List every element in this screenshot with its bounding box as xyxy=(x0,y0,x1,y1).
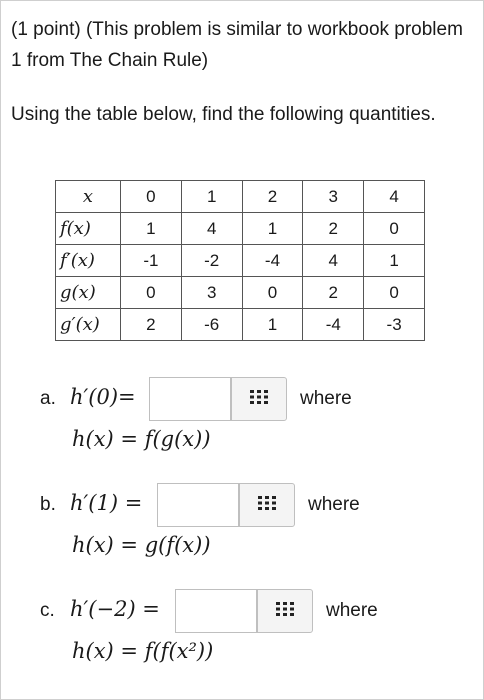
table-cell: 0 xyxy=(364,213,425,245)
table-cell: 1 xyxy=(242,309,303,341)
grid-icon xyxy=(276,602,294,621)
answer-input-a[interactable] xyxy=(149,377,231,421)
where-label: where xyxy=(300,388,352,409)
part-b-definition: h(x) = g(f(x)) xyxy=(72,533,211,557)
table-cell: 2 xyxy=(303,213,364,245)
table-header-row xyxy=(56,181,425,213)
table-cell: 2 xyxy=(303,277,364,309)
table-row xyxy=(56,213,425,245)
table-header-cell: 3 xyxy=(303,181,364,213)
problem-intro: (1 point) (This problem is similar to workbook problem 1 from The Chain Rule) xyxy=(11,19,463,71)
table-cell: 4 xyxy=(181,213,242,245)
table-cell: -4 xyxy=(303,309,364,341)
table-header-cell: x xyxy=(56,181,121,213)
table-cell: 2 xyxy=(121,309,182,341)
part-c-lhs: h′(−2) = xyxy=(70,597,160,621)
table-cell: 0 xyxy=(242,277,303,309)
table-header-cell: 1 xyxy=(181,181,242,213)
table-row-label: g(x) xyxy=(56,277,121,309)
answer-input-c[interactable] xyxy=(175,589,257,633)
table-cell: 1 xyxy=(121,213,182,245)
part-c-definition: h(x) = f(f(x²)) xyxy=(72,639,214,663)
part-a-lhs: h′(0)= xyxy=(70,385,136,409)
problem-prompt: Using the table below, find the following quantities. xyxy=(11,104,436,125)
table-row xyxy=(56,309,425,341)
table-row xyxy=(56,277,425,309)
answer-tool-button-a[interactable] xyxy=(231,377,287,421)
table-row-label: g′(x) xyxy=(56,309,121,341)
table-cell: -6 xyxy=(181,309,242,341)
part-b-lhs: h′(1) = xyxy=(70,491,143,515)
grid-icon xyxy=(258,496,276,515)
where-label: where xyxy=(326,600,378,621)
table-row-label: f(x) xyxy=(56,213,121,245)
table-cell: -4 xyxy=(242,245,303,277)
table-row-label: f′(x) xyxy=(56,245,121,277)
table-cell: 0 xyxy=(121,277,182,309)
values-table xyxy=(55,180,425,341)
answer-tool-button-b[interactable] xyxy=(239,483,295,527)
answer-input-b[interactable] xyxy=(157,483,239,527)
part-letter: b. xyxy=(40,494,56,515)
part-letter: c. xyxy=(40,600,55,621)
table-cell: 3 xyxy=(181,277,242,309)
answer-tool-button-c[interactable] xyxy=(257,589,313,633)
part-a-definition: h(x) = f(g(x)) xyxy=(72,427,211,451)
table-cell: 1 xyxy=(364,245,425,277)
table-cell: -2 xyxy=(181,245,242,277)
table-header-cell: 4 xyxy=(364,181,425,213)
table-cell: -3 xyxy=(364,309,425,341)
part-letter: a. xyxy=(40,388,56,409)
table-header-cell: 2 xyxy=(242,181,303,213)
table-header-cell: 0 xyxy=(121,181,182,213)
where-label: where xyxy=(308,494,360,515)
table-row xyxy=(56,245,425,277)
table-cell: -1 xyxy=(121,245,182,277)
table-cell: 1 xyxy=(242,213,303,245)
table-cell: 4 xyxy=(303,245,364,277)
table-cell: 0 xyxy=(364,277,425,309)
grid-icon xyxy=(250,390,268,409)
